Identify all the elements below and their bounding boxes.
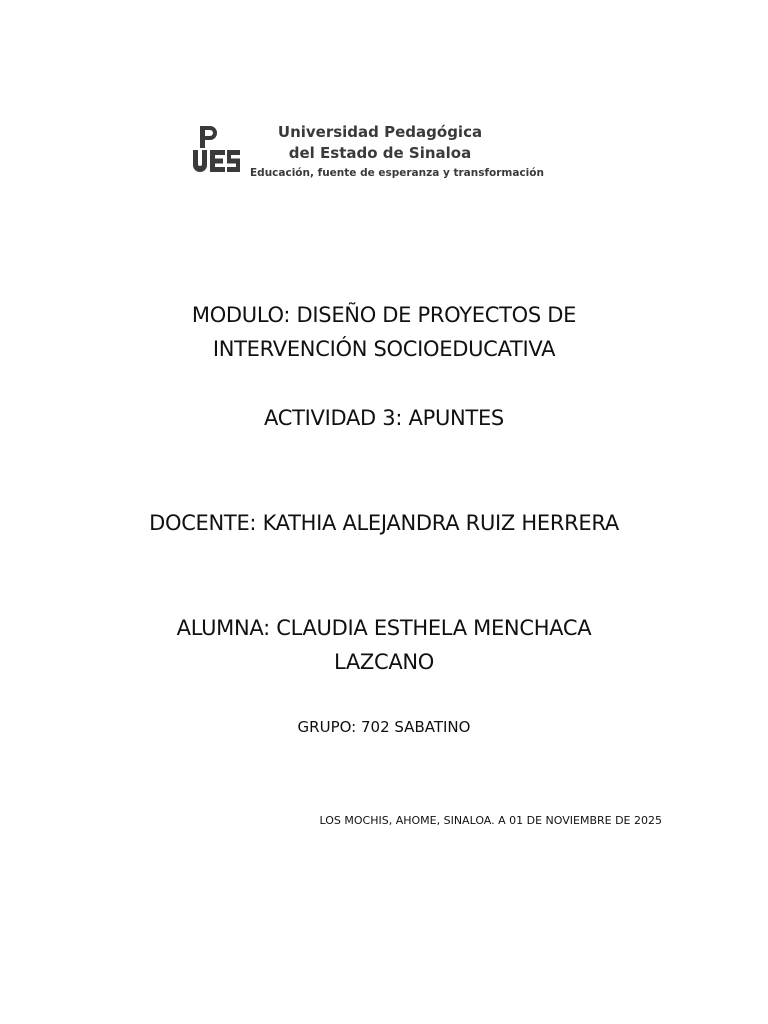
student-name-line2: LAZCANO <box>333 650 435 674</box>
university-name <box>250 122 510 164</box>
university-slogan: Educación, fuente de esperanza y transformación <box>250 167 544 179</box>
activity-title: ACTIVIDAD 3: APUNTES <box>264 406 504 430</box>
university-name-line2: del Estado de Sinaloa <box>288 144 472 162</box>
group-label: GRUPO: 702 SABATINO <box>297 718 471 736</box>
student-name-line1: ALUMNA: CLAUDIA ESTHELA MENCHACA <box>176 616 592 640</box>
place-and-date: LOS MOCHIS, AHOME, SINALOA. A 01 DE NOVIEMBRE DE 2025 <box>319 814 662 827</box>
module-title-line1: MODULO: DISEÑO DE PROYECTOS DE <box>191 303 577 327</box>
upes-logo-icon <box>190 126 244 172</box>
university-header <box>190 120 544 190</box>
module-title-line2: INTERVENCIÓN SOCIOEDUCATIVA <box>212 337 556 361</box>
teacher-name: DOCENTE: KATHIA ALEJANDRA RUIZ HERRERA <box>149 511 619 535</box>
university-name-line1: Universidad Pedagógica <box>277 123 483 141</box>
